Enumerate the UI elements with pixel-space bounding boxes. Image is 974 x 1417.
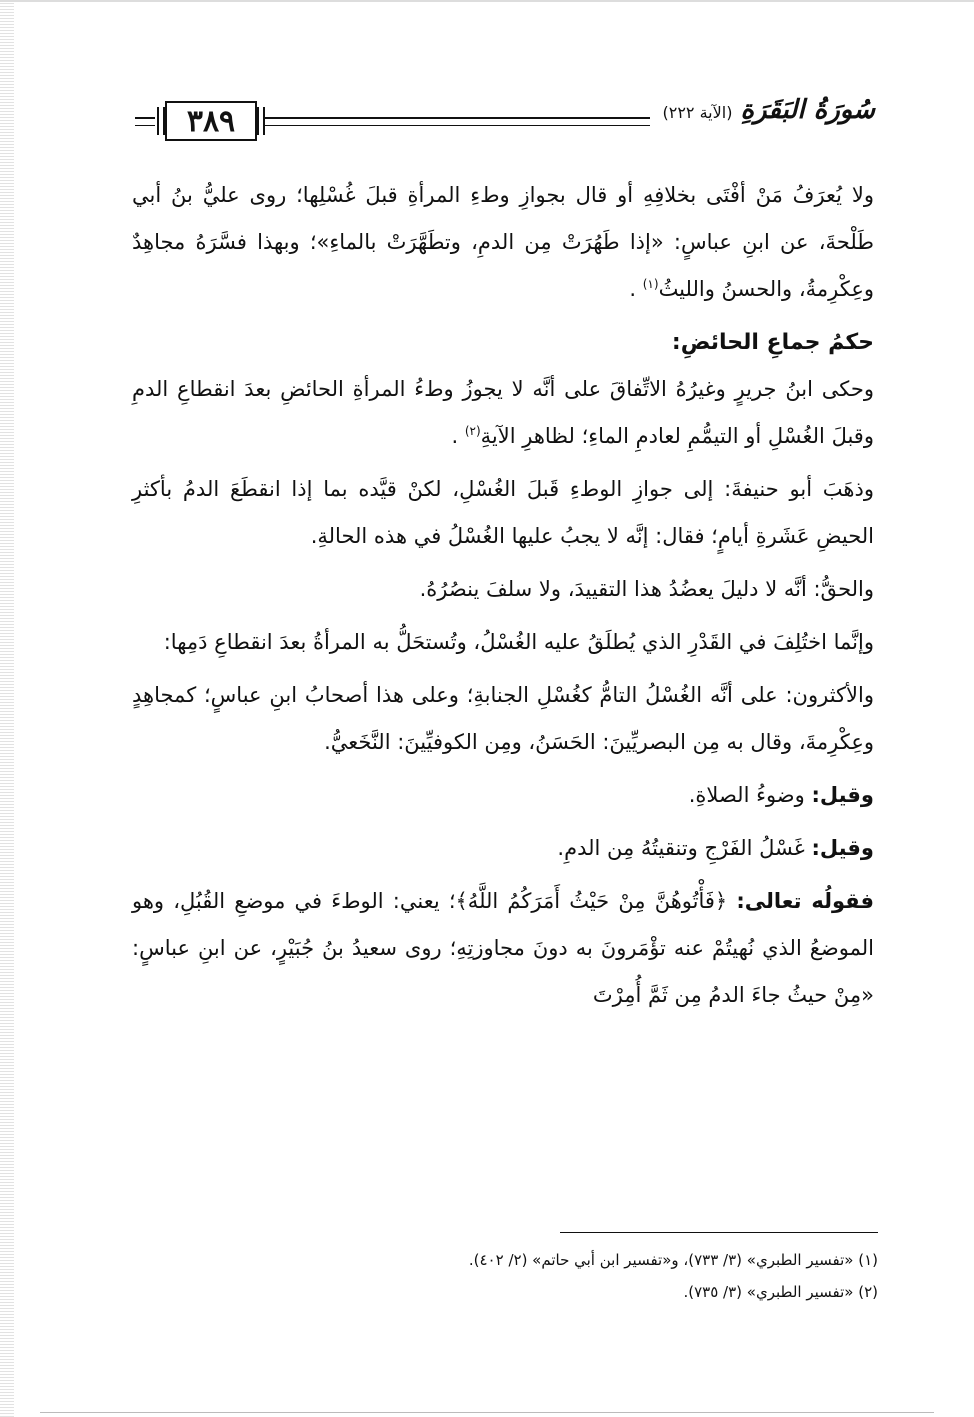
surah-name: سُورَةُ البَقَرَةِ [740, 95, 875, 125]
paragraph [132, 825, 874, 872]
scan-bottom-edge [40, 1412, 934, 1413]
footnote-ref: (١) [642, 277, 659, 291]
paragraph-text: ﴿فَأْتُوهُنَّ مِنْ حَيْثُ أَمَرَكُمُ اللَّهُ﴾؛ يعني: الوطءَ في موضعِ القُبُلِ، وهو الموضعُ الذي نُهيتُمْ عنه تؤْمَرونَ به دونَ مجاوزتِهِ؛ روى سعيدُ بنُ جُبَيْرٍ، عن ابنِ عباسٍ: «مِنْ حيثُ جاءَ الدمُ مِن ثَمَّ أُمِرْتَ [132, 889, 874, 1007]
paragraph-text: وضوءُ الصلاةِ. [688, 783, 805, 807]
header-rule [265, 117, 650, 126]
paragraph-text: وذهَبَ أبو حنيفةَ: إلى جوازِ الوطءِ قَبلَ الغُسْلِ، لكنْ قيَّده بما إذا انقطَعَ الدمُ بأكثرِ الحيضِ عَشَرةِ أيامٍ؛ فقال: إنَّه لا يجبُ عليها الغُسْلُ في هذه الحالةِ. [132, 477, 874, 548]
header-rule-left [135, 117, 155, 126]
ayah-reference: (الآية ٢٢٢) [662, 103, 733, 122]
paragraph-text: ولا يُعرَفُ مَنْ أفْتَى بخلافِهِ أو قال بجوازِ وطءِ المرأةِ قبلَ غُسْلِها؛ روى عليُّ بنُ أبي طَلْحةَ، عن ابنِ عباسٍ: «إذا طَهُرَتْ مِن الدمِ، وتطَهَّرَتْ بالماءِ»؛ وبهذا فسَّرَهُ مجاهِدٌ وعِكْرِمةُ، والحسنُ والليثُ [132, 183, 874, 301]
surah-title [662, 95, 875, 125]
paragraph-label: وقيل: [811, 783, 874, 807]
paragraph [132, 672, 874, 766]
paragraph [132, 878, 874, 1019]
footnote-ref: (٢) [464, 424, 481, 438]
paragraph [132, 466, 874, 560]
footnote-divider [560, 1232, 878, 1233]
paragraph-text: وإنَّما اختُلِفَ في القَدْرِ الذي يُطلَقُ عليه الغُسْلُ، وتُستحَلُّ به المرأةُ بعدَ انقطاعِ دَمِها: [163, 630, 874, 654]
footnotes [300, 1244, 878, 1308]
paragraph-text: غَسْلُ الفَرْجِ وتنقيتُهُ مِن الدمِ. [557, 836, 805, 860]
section-heading: حكمُ جماعِ الحائضِ: [671, 330, 874, 355]
paragraph [132, 772, 874, 819]
paragraph [132, 172, 874, 313]
scan-edge-top [0, 0, 974, 2]
scan-edge [0, 0, 14, 1417]
paragraph-text: والأكثرون: على أنَّه الغُسْلُ التامُّ كغُسْلِ الجنابةِ؛ وعلى هذا أصحابُ ابنِ عباسٍ؛ كمجاهِدٍ وعِكْرِمةَ، وقال به مِن البصريِّينَ: الحَسَنُ، ومِن الكوفيِّينَ: النَّخَعيُّ. [132, 683, 874, 754]
body-text [132, 172, 874, 1025]
footnote: (٢) «تفسير الطبري» (٣/ ٧٣٥). [683, 1283, 878, 1301]
paragraph-end: . [629, 277, 637, 301]
paragraph-text: وحكى ابنُ جريرٍ وغيرُهُ الاتِّفاقَ على أنَّه لا يجوزُ وطءُ المرأةِ الحائضِ بعدَ انقطاعِ الدمِ وقبلَ الغُسْلِ أو التيمُّمِ لعادمِ الماءِ؛ لظاهرِ الآيةِ [132, 377, 874, 448]
page-header [135, 95, 875, 145]
page-number: ٣٨٩ [165, 101, 257, 141]
paragraph-end: . [451, 424, 459, 448]
paragraph-text: والحقُّ: أنَّه لا دليلَ يعضُدُ هذا التقييدَ، ولا سلفَ ينصُرُهُ. [419, 577, 874, 601]
footnote: (١) «تفسير الطبري» (٣/ ٧٣٣)، و«تفسير ابن أبي حاتم» (٢/ ٤٠٢). [468, 1251, 878, 1269]
paragraph [132, 566, 874, 613]
paragraph-label: وقيل: [811, 836, 874, 860]
paragraph [132, 619, 874, 666]
paragraph [132, 366, 874, 460]
paragraph-label: فقولُه تعالى: [736, 889, 874, 913]
